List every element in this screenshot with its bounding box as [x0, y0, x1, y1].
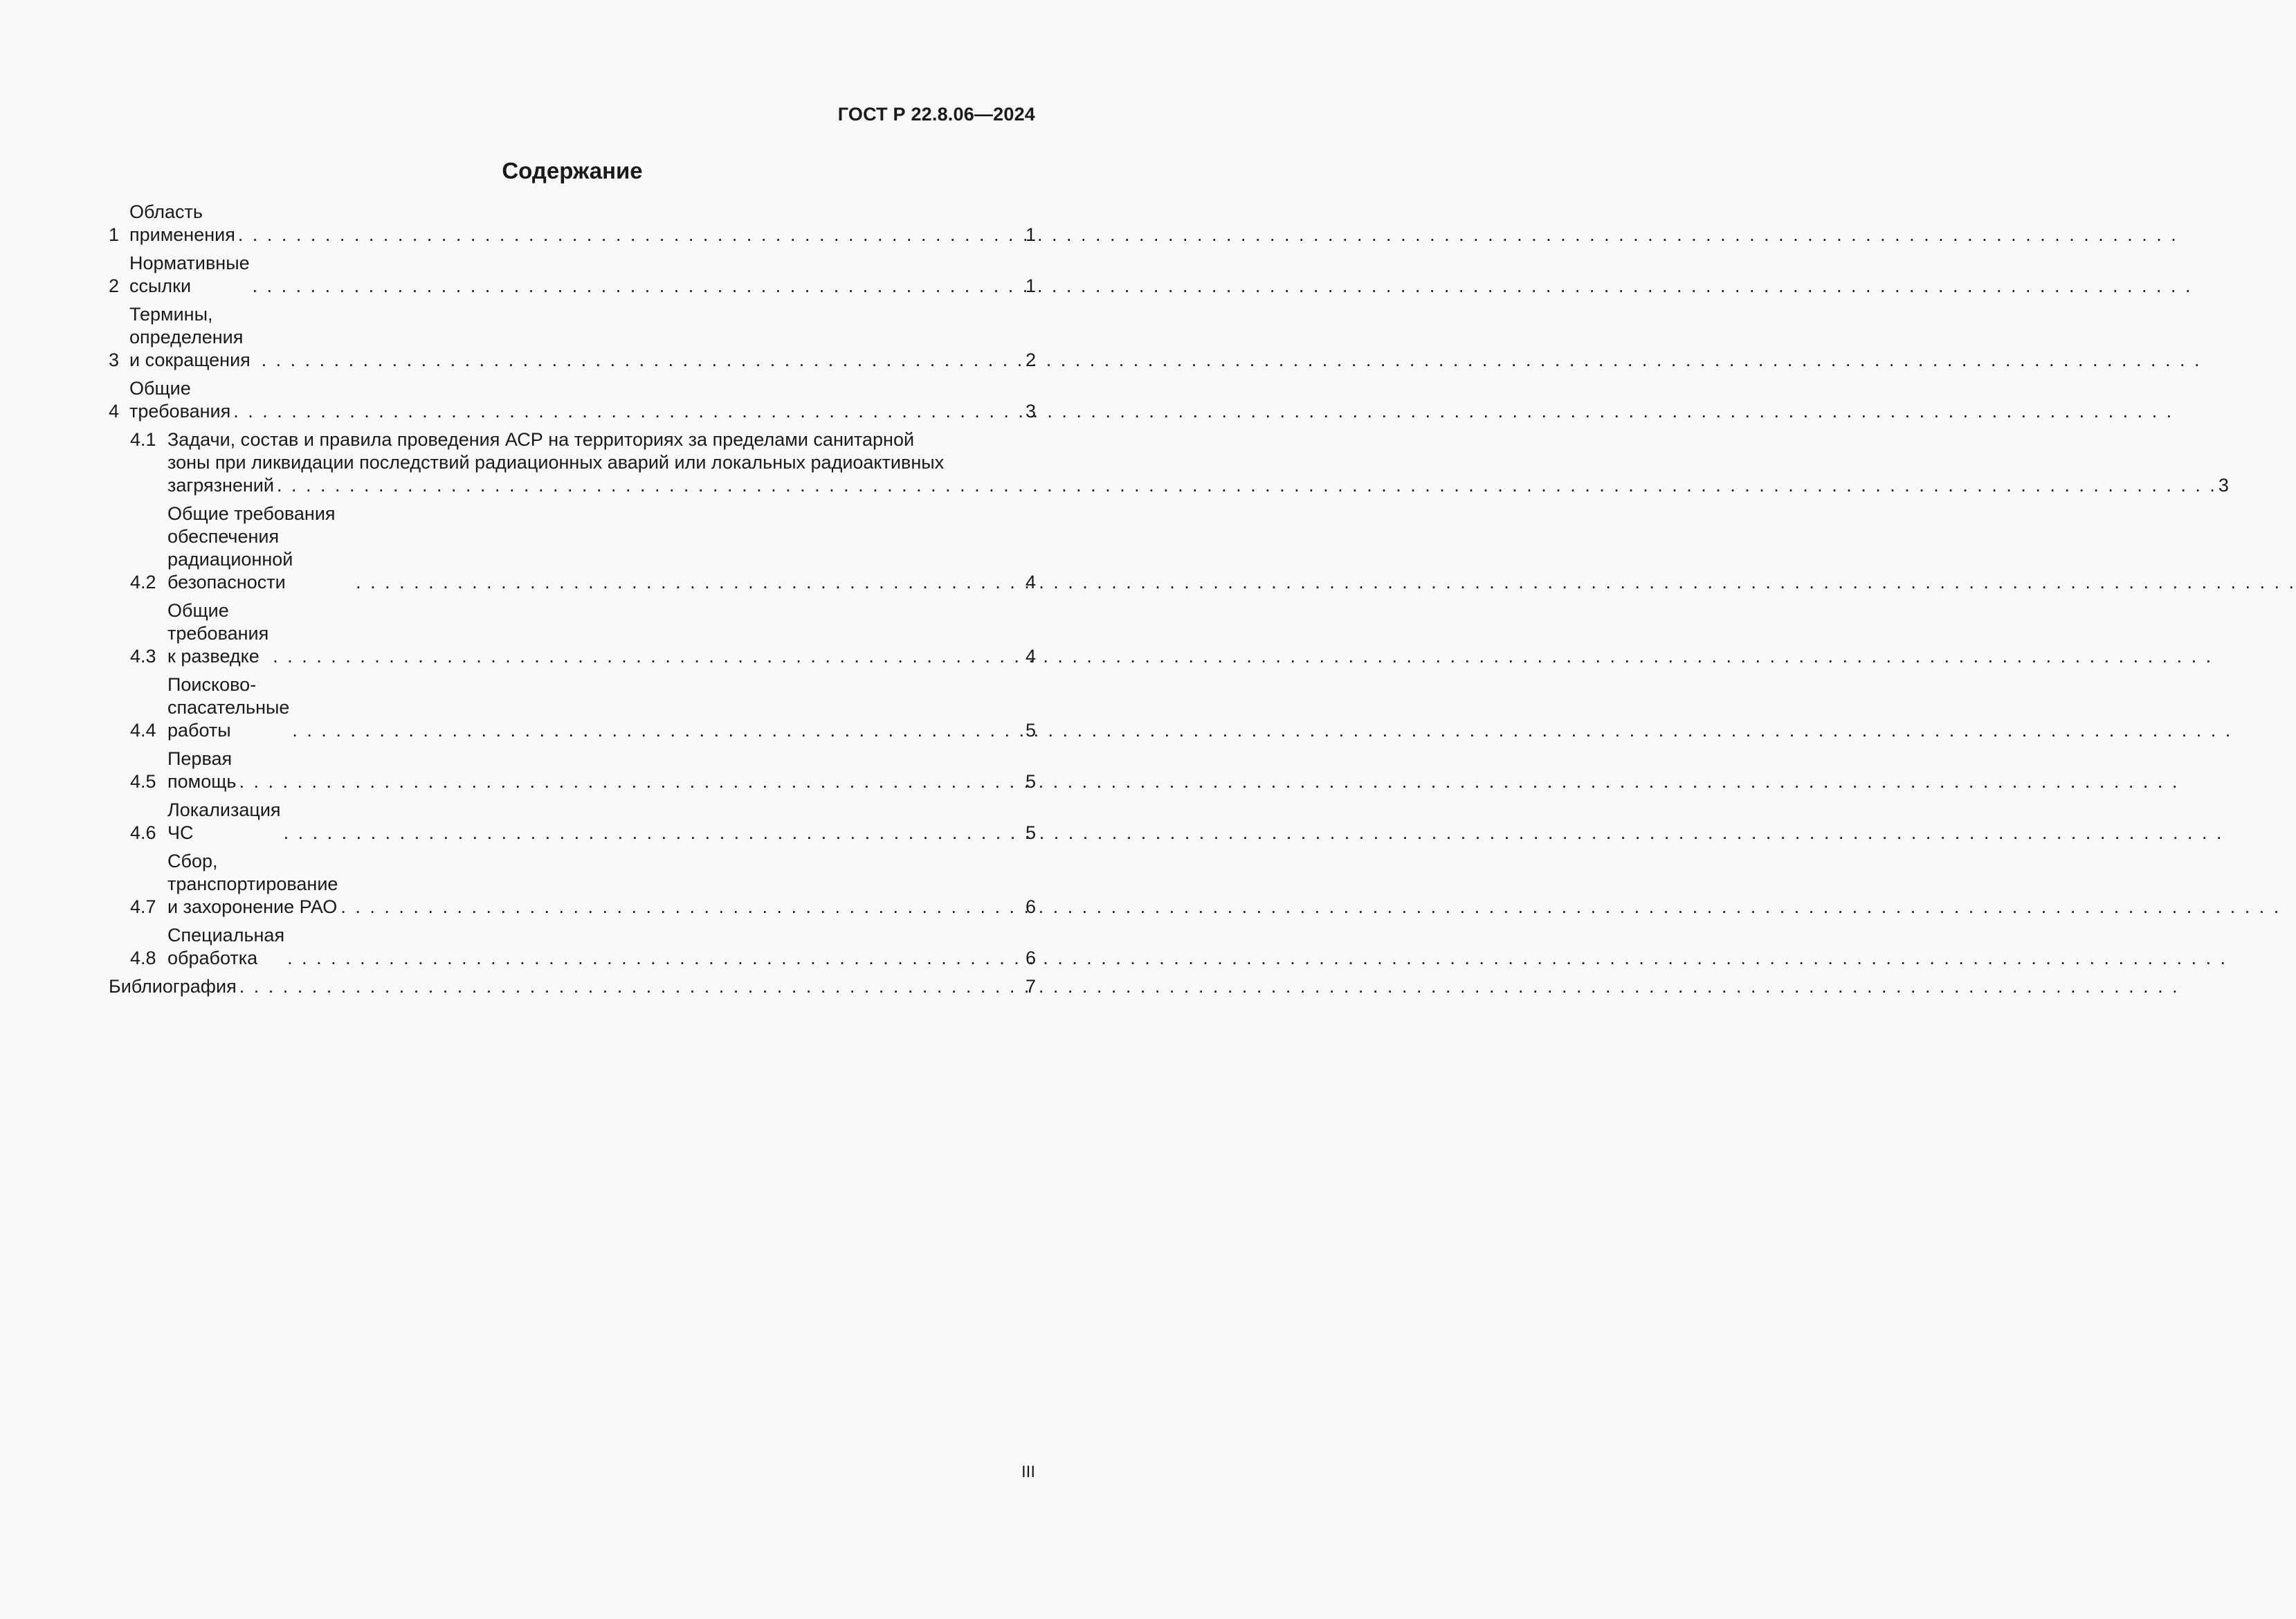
toc-entry-4-8[interactable] — [109, 924, 1036, 970]
toc-entry-page: 1 — [1025, 224, 1036, 245]
toc-entry-4-1[interactable] — [109, 428, 2229, 497]
dot-leader — [281, 822, 1024, 844]
toc-entry-4[interactable] — [109, 377, 1036, 423]
dot-leader — [289, 719, 1024, 742]
dot-leader — [250, 275, 1024, 298]
toc-entry-title: Область применения — [129, 201, 235, 245]
toc-entry-title: Нормативные ссылки — [129, 253, 250, 296]
toc-entry-page: 3 — [1025, 401, 1036, 422]
toc-entry-title: Общие требования обеспечения радиационной безопасности — [167, 503, 336, 593]
toc-entry-bibliography[interactable] — [109, 975, 1036, 998]
dot-leader — [237, 770, 1024, 793]
toc-entry-number: 3 — [109, 350, 120, 370]
toc-entry-title: Специальная обработка — [167, 925, 285, 968]
toc-entry-title: Локализация ЧС — [167, 799, 281, 843]
toc-entry-page: 5 — [1025, 720, 1036, 741]
dot-leader — [235, 224, 1024, 246]
toc-entry-1[interactable] — [109, 201, 1036, 246]
toc-entry-title: Первая помощь — [167, 748, 237, 792]
toc-entry-title: загрязнений — [167, 475, 274, 496]
toc-entry-number: 4 — [109, 401, 120, 422]
dot-leader — [274, 474, 2217, 497]
dot-leader — [353, 571, 1024, 594]
table-of-contents — [109, 201, 2229, 1004]
toc-entry-number: 4.7 — [130, 896, 156, 917]
dot-leader — [237, 975, 1024, 998]
toc-entry-title: Термины, определения и сокращения — [129, 304, 250, 370]
toc-entry-title-line: Задачи, состав и правила проведения АСР на территориях за пределами санитарной — [167, 429, 915, 450]
toc-entry-page: 4 — [1025, 646, 1036, 667]
dot-leader — [284, 947, 1024, 970]
page-number: III — [1021, 1463, 1035, 1481]
toc-entry-2[interactable] — [109, 252, 1036, 298]
toc-entry-number: 4.1 — [130, 429, 156, 450]
toc-title: Содержание — [502, 158, 643, 183]
toc-entry-page: 2 — [1025, 350, 1036, 370]
toc-entry-4-2[interactable] — [109, 503, 1036, 594]
dot-leader — [230, 400, 1024, 423]
toc-entry-page: 4 — [1025, 572, 1036, 593]
toc-entry-4-6[interactable] — [109, 799, 1036, 844]
toc-entry-title: Общие требования к разведке — [167, 600, 269, 667]
toc-entry-page: 7 — [1025, 976, 1036, 997]
toc-entry-4-5[interactable] — [109, 748, 1036, 793]
toc-entry-page: 1 — [1025, 275, 1036, 296]
toc-entry-4-7[interactable] — [109, 850, 1036, 919]
toc-entry-page: 3 — [2218, 475, 2229, 496]
toc-entry-number: 4.2 — [130, 572, 156, 593]
toc-entry-number: 2 — [109, 275, 120, 296]
toc-entry-title: Общие требования — [129, 378, 231, 422]
dot-leader — [259, 349, 1024, 372]
toc-entry-number: 4.3 — [130, 646, 156, 667]
toc-entry-number: 1 — [109, 224, 120, 245]
toc-entry-title: Библиография — [109, 976, 237, 997]
toc-entry-number: 4.8 — [130, 948, 156, 968]
toc-entry-number: 4.5 — [130, 771, 156, 792]
toc-entry-4-3[interactable] — [109, 599, 1036, 668]
toc-entry-page: 6 — [1025, 896, 1036, 917]
toc-entry-title: Сбор, транспортирование и захоронение РАО — [167, 851, 338, 917]
dot-leader — [270, 645, 1024, 668]
toc-entry-title-line: зоны при ликвидации последствий радиационных аварий или локальных радиоактивных — [167, 452, 945, 473]
toc-entry-page: 5 — [1025, 822, 1036, 843]
toc-entry-4-4[interactable] — [109, 673, 1036, 742]
toc-entry-number: 4.4 — [130, 720, 156, 741]
toc-entry-page: 6 — [1025, 948, 1036, 968]
toc-entry-3[interactable] — [109, 303, 1036, 372]
toc-entry-multiline — [167, 428, 2229, 497]
dot-leader — [338, 896, 1024, 919]
document-code: ГОСТ Р 22.8.06—2024 — [837, 104, 1035, 125]
toc-entry-number: 4.6 — [130, 822, 156, 843]
toc-entry-page: 5 — [1025, 771, 1036, 792]
toc-entry-title: Поисково-спасательные работы — [167, 674, 290, 741]
